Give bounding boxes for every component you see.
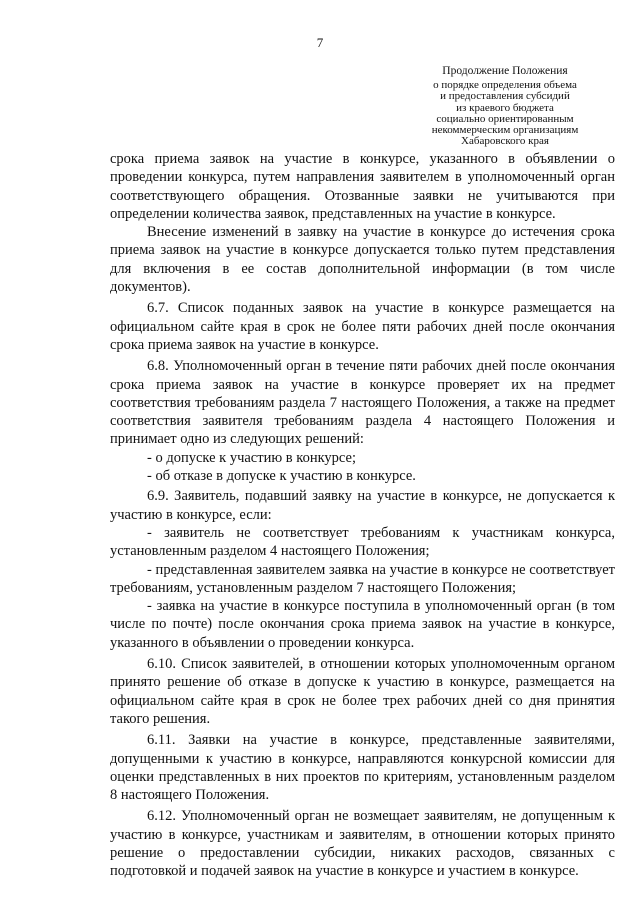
paragraph: 6.7. Список поданных заявок на участие в конкурсе размещается на официальном сайте края в срок не более пяти рабочих дней после окончания срока приема заявок на участие в конкурсе. bbox=[110, 300, 615, 353]
list-item: - заявитель не соответствует требованиям к участникам конкурса, установленным разделом 4 настоящего Положения; bbox=[110, 524, 615, 560]
list-item: - о допуске к участию в конкурсе; bbox=[147, 449, 356, 466]
page-number: 7 bbox=[316, 35, 324, 50]
list-item: - об отказе в допуске к участию в конкурсе. bbox=[147, 468, 416, 485]
list-item: - заявка на участие в конкурсе поступила в уполномоченный орган (в том числе по почте) после окончания срока приема заявок на участие в конкурсе, указанного в объявлении о проведении конкурса. bbox=[110, 598, 615, 651]
paragraph: срока приема заявок на участие в конкурсе, указанного в объявлении о проведении конкурса, путем направления заявителем в уполномоченный орган соответствующего обращения. Отозванные заявки не учитываются при определении количества заявок, представленных на участие в конкурсе. bbox=[110, 151, 615, 222]
header-line: Хабаровского края bbox=[461, 135, 549, 148]
paragraph: 6.9. Заявитель, подавший заявку на участие в конкурсе, не допускается к участию в конкурсе, если: bbox=[110, 488, 615, 523]
paragraph: 6.12. Уполномоченный орган не возмещает заявителям, не допущенным к участию в конкурсе, участникам и заявителям, в отношении которых принято решение о предоставлении субсидии, никаких расходов, связанных с подготовкой и подачей заявок на участие в конкурсе и участием в конкурсе. bbox=[110, 808, 615, 880]
paragraph: 6.10. Список заявителей, в отношении которых уполномоченным органом принято решение об отказе в допуске к участию в конкурсе, размещается на официальном сайте края в срок не более трех рабочих дней со дня принятия такого решения. bbox=[110, 656, 615, 727]
header-line: из краевого бюджета bbox=[456, 101, 554, 114]
document-header bbox=[400, 64, 610, 148]
paragraph: 6.11. Заявки на участие в конкурсе, представленные заявителями, допущенными к участию в конкурсе, направляются конкурсной комиссии для оценки представленных в них проектов по критериям, установленным разделом 8 настоящего Положения. bbox=[110, 732, 615, 804]
header-line: о порядке определения объема bbox=[433, 79, 577, 91]
body-text bbox=[110, 150, 615, 881]
header-line: Продолжение Положения bbox=[442, 65, 568, 77]
header-line: и предоставления субсидий bbox=[440, 90, 570, 103]
header-line: социально ориентированным bbox=[436, 112, 574, 125]
paragraph: 6.8. Уполномоченный орган в течение пяти рабочих дней после окончания срока приема заявок на участие в конкурсе проверяет их на предмет соответствия требованиям раздела 7 настоящего Положения, а также на предмет соответствия заявителя требованиям раздела 4 настоящего Положения и принимает одно из следующих решений: bbox=[110, 358, 615, 448]
paragraph: Внесение изменений в заявку на участие в конкурсе до истечения срока приема заявок на участие в конкурсе допускается только путем представления для включения в ее состав дополнительной информации (в том числе документов). bbox=[110, 224, 615, 296]
list-item: - представленная заявителем заявка на участие в конкурсе не соответствует требованиям, установленным разделом 7 настоящего Положения; bbox=[110, 561, 615, 596]
header-line: некоммерческим организациям bbox=[431, 124, 579, 137]
